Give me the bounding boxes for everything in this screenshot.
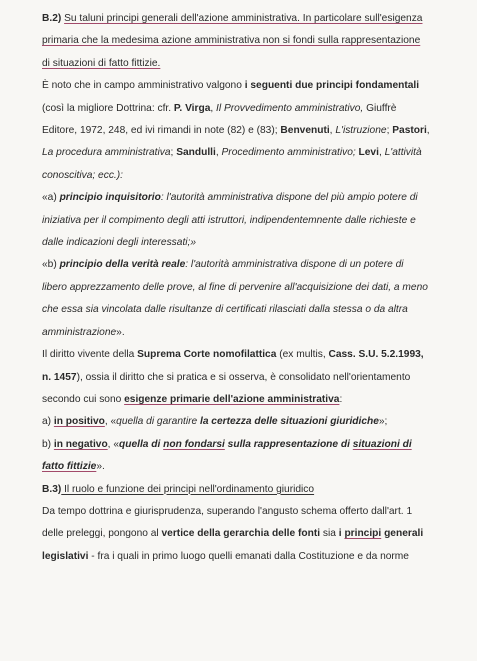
text: quella di garantire: [116, 416, 200, 428]
text: b): [42, 438, 54, 450]
work-title: L'attività: [384, 147, 422, 159]
p1-line-2: [42, 98, 439, 120]
text: delle preleggi, pongono al: [42, 528, 162, 540]
work-title: Il Provvedimento amministrativo,: [216, 102, 364, 114]
p1-line-4: [42, 142, 439, 164]
emphasis: in positivo: [53, 416, 105, 428]
principle-b-line-2: libero apprezzamento delle prove, al fine di pervenire all'acquisizione dei dati, a meno: [42, 281, 428, 293]
p1-line-1: [42, 75, 439, 97]
emphasis: non fondarsi: [163, 438, 225, 450]
p1-line-5: [42, 165, 439, 187]
text: (così la migliore Dottrina: cfr.: [42, 102, 174, 114]
item-b-line-1: [42, 434, 439, 456]
principle-name: principio della verità reale: [59, 259, 186, 271]
work-title: conoscitiva; ecc.):: [42, 169, 123, 181]
author-name: Sandulli: [176, 147, 216, 159]
section-b3-label: B.3): [42, 483, 62, 495]
emphasis: fatto fittizie: [42, 461, 97, 473]
court-name: Suprema Corte nomofilattica: [137, 349, 277, 361]
section-b2-heading-line-1: [42, 8, 439, 30]
emphasis: i: [338, 528, 342, 540]
principle-b-line-4: [42, 322, 439, 344]
text: «a): [42, 192, 60, 204]
emphasis: la certezza delle situazioni giuridiche: [199, 416, 379, 428]
p3-line-3: [42, 546, 439, 568]
text: , «: [107, 438, 119, 450]
text: secondo cui sono: [42, 393, 125, 405]
emphasis: principi: [344, 528, 382, 540]
section-b2-title-2: primaria che la medesima azione amministrativa non si fondi sulla rappresentazione: [42, 35, 421, 47]
text: È noto che in campo amministrativo valgono: [42, 80, 245, 92]
work-title: Procedimento amministrativo;: [221, 147, 356, 159]
section-b2-title-1: Su taluni principi generali dell'azione amministrativa. In particolare sull'esigenza: [64, 13, 423, 24]
section-b2-title-3: di situazioni di fatto fittizie.: [42, 57, 161, 69]
text: ,: [210, 102, 217, 114]
emphasis: legislativi: [42, 550, 89, 562]
p2-line-1: [42, 344, 439, 366]
text: Il diritto vivente della: [42, 349, 138, 361]
emphasis: esigenze primarie dell'azione amministrativa: [124, 393, 340, 405]
section-b2-heading-line-2: [42, 30, 439, 52]
text: ;: [170, 147, 177, 159]
text: ), ossia il diritto che si pratica e si osserva, è consolidato nell'orientamento: [76, 371, 411, 383]
p3-line-1: Da tempo dottrina e giurisprudenza, superando l'angusto schema offerto dall'art. 1: [42, 505, 413, 517]
text: sulla rappresentazione di: [224, 438, 353, 450]
author-name: Benvenuti: [280, 125, 330, 137]
text: (ex multis,: [276, 349, 329, 361]
text: amministrazione: [42, 326, 117, 338]
text: ,: [378, 147, 385, 159]
author-name: Levi: [358, 147, 379, 159]
text: ,: [329, 125, 336, 137]
text: : l'autorità amministrativa dispone di un potere di: [185, 259, 404, 271]
p1-line-3: [42, 120, 439, 142]
citation: n. 1457: [42, 371, 77, 383]
citation: Cass. S.U. 5.2.1993,: [328, 349, 424, 361]
work-title: La procedura amministrativa: [42, 147, 171, 159]
work-title: L'istruzione: [335, 125, 387, 137]
text: ;: [386, 125, 393, 137]
principle-a-line-3: dalle indicazioni degli interessati;»: [42, 237, 197, 249]
bold-text: i seguenti due principi fondamentali: [244, 80, 420, 92]
emphasis: vertice della gerarchia delle fonti: [161, 528, 321, 540]
p2-line-2: [42, 367, 439, 389]
text: - fra i quali in primo luogo quelli emanati dalla Costituzione e da norme: [88, 550, 409, 562]
principle-b-line-3: che essa sia vincolata dalle risultanze di certificati rilasciati dalla stessa o da altra: [42, 304, 408, 316]
text: ».: [116, 326, 125, 338]
emphasis: in negativo: [53, 438, 108, 450]
p3-line-2: [42, 523, 439, 545]
text: sia: [320, 528, 339, 540]
author-name: P. Virga: [173, 102, 211, 114]
text: quella di: [119, 438, 164, 450]
section-b2-heading-line-3: [42, 53, 439, 75]
p2-line-3: [42, 389, 439, 411]
section-b2-label: B.2): [42, 13, 62, 24]
principle-a-line-2: iniziativa per il compimento degli atti istruttori, indipendentemnente dalle richieste e: [42, 214, 416, 226]
text: , «: [104, 416, 117, 428]
text: ,: [426, 125, 430, 137]
text: a): [42, 416, 54, 428]
text: Editore, 1972, 248, ed ivi rimandi in note (82) e (83);: [42, 125, 281, 137]
principle-a-line-1: [42, 187, 439, 209]
text: ».: [96, 461, 105, 473]
text: »;: [378, 416, 388, 428]
text: Giuffrè: [363, 102, 397, 114]
item-b-line-2: [42, 456, 439, 478]
text: : l'autorità amministrativa dispone del più ampio potere di: [160, 192, 418, 204]
text: «b): [42, 259, 60, 271]
text: :: [339, 393, 343, 405]
emphasis: situazioni di: [352, 438, 412, 450]
item-a-line: [42, 411, 439, 433]
author-name: Pastori: [392, 125, 427, 137]
section-b3-title: Il ruolo e funzione dei principi nell'ordinamento giuridico: [61, 483, 315, 495]
principle-b-line-1: [42, 254, 439, 276]
section-b3-heading: [42, 479, 439, 501]
text: ,: [215, 147, 222, 159]
emphasis: generali: [384, 528, 424, 540]
principle-name: principio inquisitorio: [59, 192, 161, 204]
